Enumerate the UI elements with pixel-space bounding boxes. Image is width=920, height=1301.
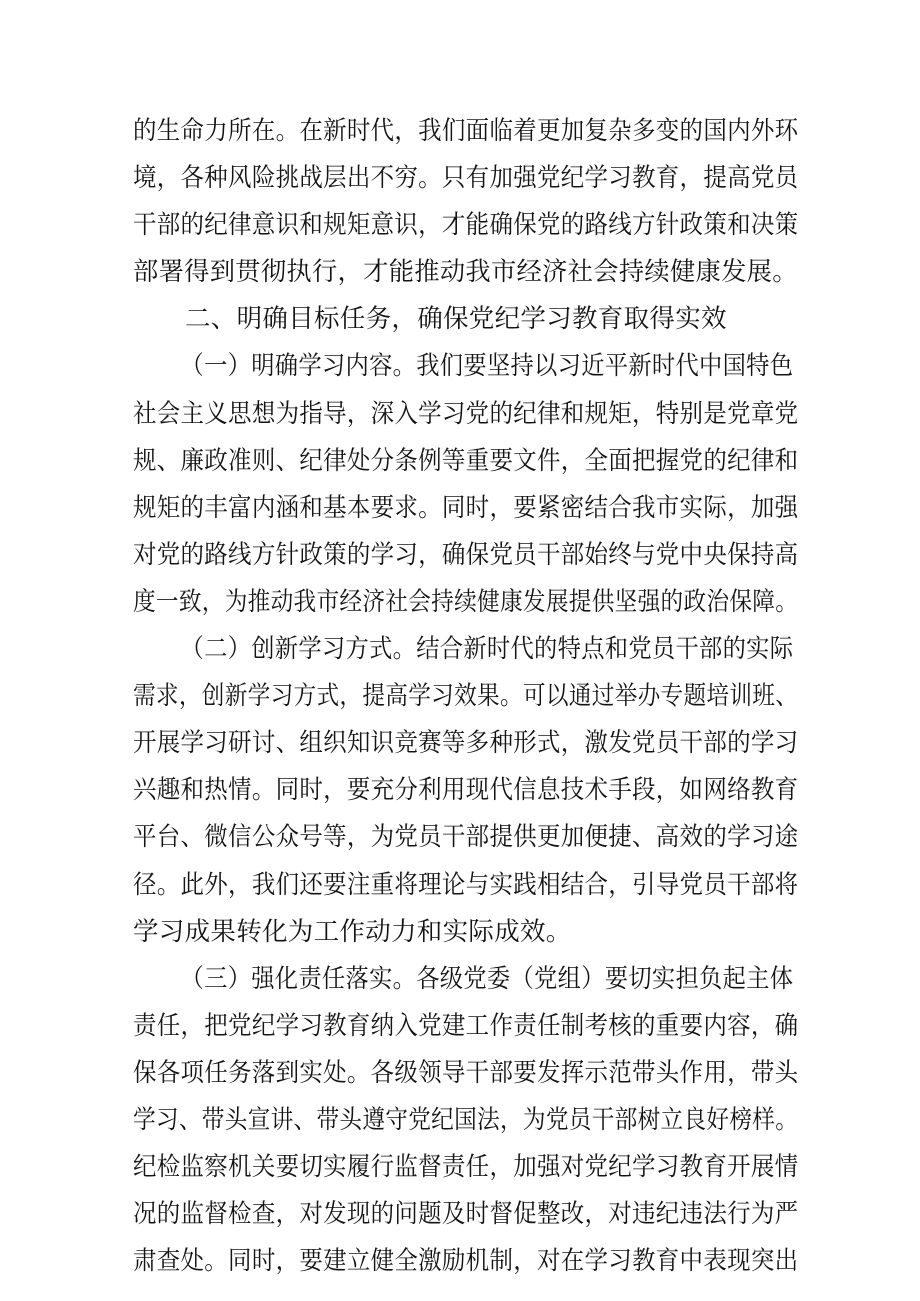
text-line: 况的监督检查，对发现的问题及时督促整改，对违纪违法行为严 <box>133 1199 799 1230</box>
text-line: 开展学习研讨、组织知识竞赛等多种形式，激发党员干部的学习 <box>133 728 799 759</box>
text-line: 需求，创新学习方式，提高学习效果。可以通过举办专题培训班、 <box>133 681 799 712</box>
text-line: 规、廉政准则、纪律处分条例等重要文件，全面把握党的纪律和 <box>133 445 799 476</box>
text-line: 度一致，为推动我市经济社会持续健康发展提供坚强的政治保障。 <box>133 586 799 617</box>
text-line: 规矩的丰富内涵和基本要求。同时，要紧密结合我市实际，加强 <box>133 492 799 523</box>
text-line: 学习、带头宣讲、带头遵守党纪国法，为党员干部树立良好榜样。 <box>133 1104 799 1135</box>
text-line: 保各项任务落到实处。各级领导干部要发挥示范带头作用，带头 <box>133 1057 799 1088</box>
document-body <box>133 108 798 1285</box>
text-line: 的生命力所在。在新时代，我们面临着更加复杂多变的国内外环 <box>133 116 799 146</box>
text-line: 兴趣和热情。同时，要充分利用现代信息技术手段，如网络教育 <box>133 775 799 806</box>
text-line: 二、明确目标任务，确保党纪学习教育取得实效 <box>185 304 727 335</box>
text-line: 社会主义思想为指导，深入学习党的纪律和规矩，特别是党章党 <box>133 398 799 429</box>
text-line: 对党的路线方针政策的学习，确保党员干部始终与党中央保持高 <box>133 539 799 570</box>
text-line: 平台、微信公众号等，为党员干部提供更加便捷、高效的学习途 <box>133 822 799 853</box>
text-line: 境，各种风险挑战层出不穷。只有加强党纪学习教育，提高党员 <box>133 163 799 194</box>
text-line: 部署得到贯彻执行，才能推动我市经济社会持续健康发展。 <box>133 257 798 288</box>
text-line: （二）创新学习方式。结合新时代的特点和党员干部的实际 <box>180 634 794 665</box>
text-line: 径。此外，我们还要注重将理论与实践相结合，引导党员干部将 <box>133 869 799 900</box>
text-line: 学习成果转化为工作动力和实际成效。 <box>133 916 572 947</box>
text-line: 干部的纪律意识和规矩意识，才能确保党的路线方针政策和决策 <box>133 210 799 241</box>
text-line: 纪检监察机关要切实履行监督责任，加强对党纪学习教育开展情 <box>133 1152 799 1183</box>
text-line: （三）强化责任落实。各级党委（党组）要切实担负起主体 <box>180 963 794 994</box>
text-line: 肃查处。同时，要建立健全激励机制，对在学习教育中表现突出 <box>133 1246 799 1277</box>
text-line: 责任，把党纪学习教育纳入党建工作责任制考核的重要内容，确 <box>133 1010 799 1041</box>
text-line: （一）明确学习内容。我们要坚持以习近平新时代中国特色 <box>180 351 794 382</box>
